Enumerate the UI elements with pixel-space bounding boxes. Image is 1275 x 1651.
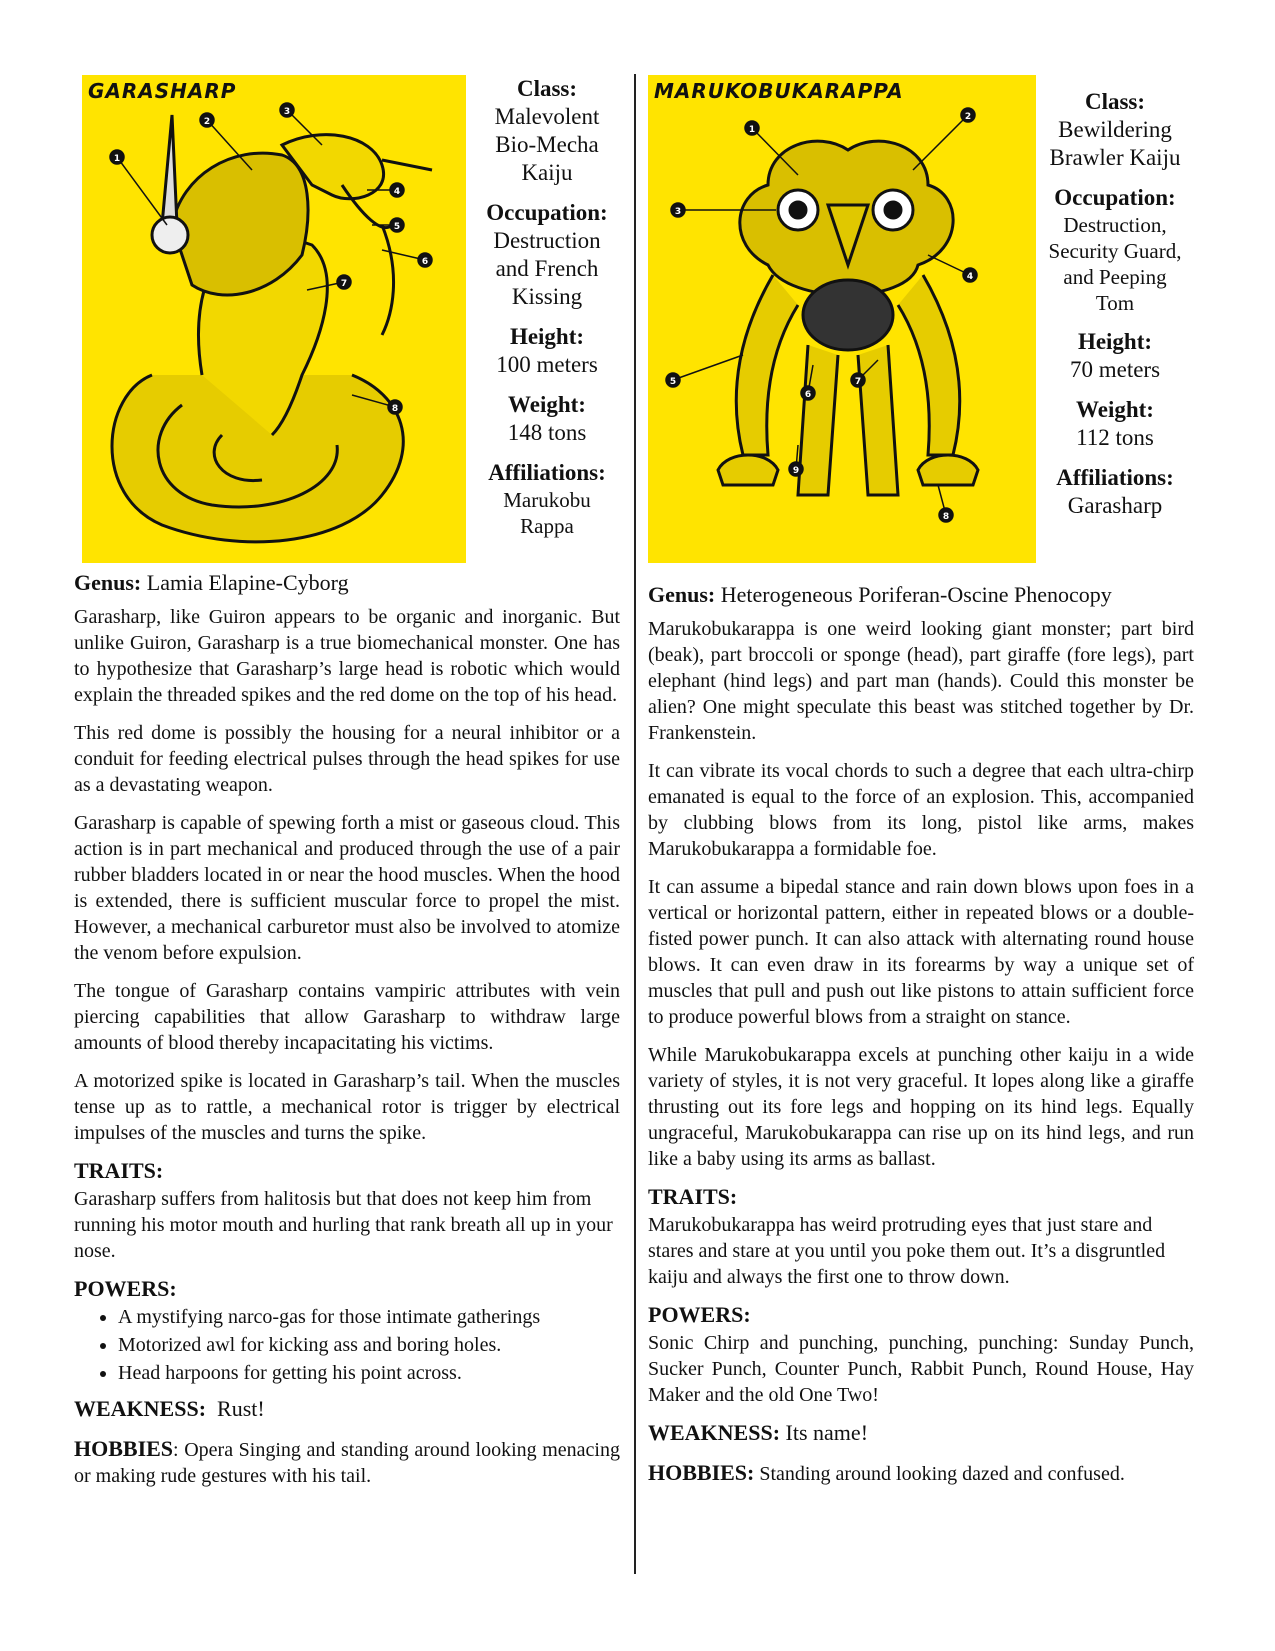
callout-number: 6: [804, 390, 812, 400]
weight-value: 112 tons: [1076, 425, 1154, 450]
powers-heading: POWERS:: [74, 1276, 177, 1301]
occupation-value: Destruction, Security Guard, and Peeping Tom: [1048, 213, 1182, 315]
callout-number: 9: [792, 466, 800, 476]
list-item: • Head harpoons for getting his point across.: [118, 1360, 620, 1386]
class-label: Class:: [516, 76, 578, 101]
class-value: Malevolent Bio-Mecha Kaiju: [494, 104, 600, 185]
traits-heading: TRAITS:: [648, 1184, 738, 1209]
height-label: Height:: [1077, 329, 1153, 354]
column-divider: [634, 74, 636, 1574]
powers-list: [74, 1304, 620, 1386]
marukobukarappa-illustration: [648, 75, 1036, 563]
affiliations-value: Garasharp: [1067, 493, 1163, 518]
callout-number: 2: [203, 117, 211, 127]
paragraph: It can vibrate its vocal chords to such a degree that each ultra-chirp emanated is equal to the force of an explosion. This, accompanied by clubbing blows from its long, pistol like arms, makes Marukobukarappa a formidable foe.: [648, 760, 1194, 860]
traits-text: Marukobukarappa has weird protruding eyes that just stare and stares and stare at you until you poke them out. It’s a disgruntled kaiju and always the first one to throw down.: [648, 1214, 1166, 1288]
callout-number: 1: [113, 154, 121, 164]
garasharp-illustration: [82, 75, 466, 563]
weakness-line: WEAKNESS: Its name!: [648, 1420, 869, 1445]
occupation-value: Destruction and French Kissing: [493, 228, 601, 309]
marukobukarappa-stats: [1036, 88, 1194, 532]
list-item: • A mystifying narco-gas for those intimate gatherings: [118, 1304, 620, 1330]
paragraph: A motorized spike is located in Garasharp’s tail. When the muscles tense up as to rattle, a mechanical rotor is trigger by electrical impulses of the muscles and turns the spike.: [74, 1070, 620, 1144]
callout-number: 4: [966, 272, 974, 282]
hobbies-line: HOBBIES: Standing around looking dazed and confused.: [648, 1460, 1125, 1485]
class-value: Bewildering Brawler Kaiju: [1049, 117, 1181, 170]
traits-heading: TRAITS:: [74, 1158, 164, 1183]
weight-label: Weight:: [508, 392, 586, 417]
height-value: 70 meters: [1069, 357, 1161, 382]
callout-number: 7: [340, 279, 348, 289]
occupation-label: Occupation:: [486, 200, 608, 225]
paragraph: It can assume a bipedal stance and rain down blows upon foes in a vertical or horizontal pattern, either in repeated blows or a double-fisted power punch. It can also attack with alternating round house blows. It can even draw in its forearms by way a unique set of muscles that pull and push out like pistons to attain sufficient force to produce powerful blows from a straight on stance.: [648, 876, 1194, 1028]
affiliations-label: Affiliations:: [1056, 465, 1174, 490]
callout-number: 5: [669, 377, 677, 387]
paragraph: Garasharp, like Guiron appears to be organic and inorganic. But unlike Guiron, Garasharp is a true biomechanical monster. One has to hypothesize that Garasharp’s large head is robotic which would explain the threaded spikes and the red dome on the top of his head.: [74, 606, 620, 706]
paragraph: While Marukobukarappa excels at punching other kaiju in a wide variety of styles, it is not very graceful. It lopes along like a giraffe thrusting out its fore legs and hopping on its hind legs. Equally ungraceful, Marukobukarappa can rise up on its hind legs, and run like a baby using its arms as ballast.: [648, 1044, 1194, 1170]
callout-number: 2: [964, 112, 972, 122]
affiliations-label: Affiliations:: [488, 460, 606, 485]
callout-number: 3: [283, 107, 291, 117]
hobbies-line: HOBBIES: Opera Singing and standing around looking menacing or making rude gestures with his tail.: [74, 1436, 620, 1487]
occupation-label: Occupation:: [1054, 185, 1176, 210]
paragraph: Garasharp is capable of spewing forth a mist or gaseous cloud. This action is in part mechanical and produced through the use of a pair rubber bladders located in or near the hood muscles. When the hood is extended, there is sufficient muscular force to propel the mist. However, a mechanical carburetor must also be involved to atomize the venom before expulsion.: [74, 812, 620, 964]
height-label: Height:: [509, 324, 585, 349]
list-item: • Motorized awl for kicking ass and boring holes.: [118, 1332, 620, 1358]
weight-label: Weight:: [1076, 397, 1154, 422]
height-value: 100 meters: [496, 352, 598, 377]
genus-line: Genus: Heterogeneous Poriferan-Oscine Phenocopy: [648, 582, 1112, 607]
callout-number: 8: [942, 512, 950, 522]
weight-value: 148 tons: [507, 420, 587, 445]
marukobukarappa-art-title: MARUKOBUKARAPPA: [654, 79, 904, 103]
callout-number: 5: [393, 222, 401, 232]
powers-heading: POWERS:: [648, 1302, 751, 1327]
class-label: Class:: [1084, 89, 1146, 114]
traits-text: Garasharp suffers from halitosis but that does not keep him from running his motor mouth and hurling that rank breath all up in your nose.: [74, 1188, 613, 1262]
callout-number: 3: [674, 207, 682, 217]
garasharp-art-title: GARASHARP: [88, 79, 237, 103]
paragraph: Marukobukarappa is one weird looking giant monster; part bird (beak), part broccoli or sponge (head), part giraffe (fore legs), part elephant (hind legs) and part man (hands). Could this monster be alien? One might speculate this beast was stitched together by Dr. Frankenstein.: [648, 618, 1194, 744]
genus-line: Genus: Lamia Elapine-Cyborg: [74, 570, 349, 595]
garasharp-description: [74, 570, 620, 1501]
weakness-line: WEAKNESS: Rust!: [74, 1396, 265, 1421]
affiliations-value: Marukobu Rappa: [503, 488, 591, 538]
paragraph: This red dome is possibly the housing for a neural inhibitor or a conduit for feeding electrical pulses through the head spikes for use as a devastating weapon.: [74, 722, 620, 796]
garasharp-stats: [472, 75, 622, 551]
broccoli-monster-drawing: [648, 75, 1036, 563]
callout-number: 8: [391, 404, 399, 414]
cobra-drawing: [82, 75, 466, 563]
callout-number: 7: [854, 377, 862, 387]
callout-number: 6: [421, 257, 429, 267]
paragraph: The tongue of Garasharp contains vampiric attributes with vein piercing capabilities that allow Garasharp to withdraw large amounts of blood thereby incapacitating his victims.: [74, 980, 620, 1054]
marukobukarappa-description: [648, 582, 1194, 1499]
callout-number: 4: [393, 187, 401, 197]
callout-number: 1: [748, 125, 756, 135]
powers-text: Sonic Chirp and punching, punching, punching: Sunday Punch, Sucker Punch, Counter Punch, Rabbit Punch, Round House, Hay Maker and the old One Two!: [648, 1332, 1194, 1406]
